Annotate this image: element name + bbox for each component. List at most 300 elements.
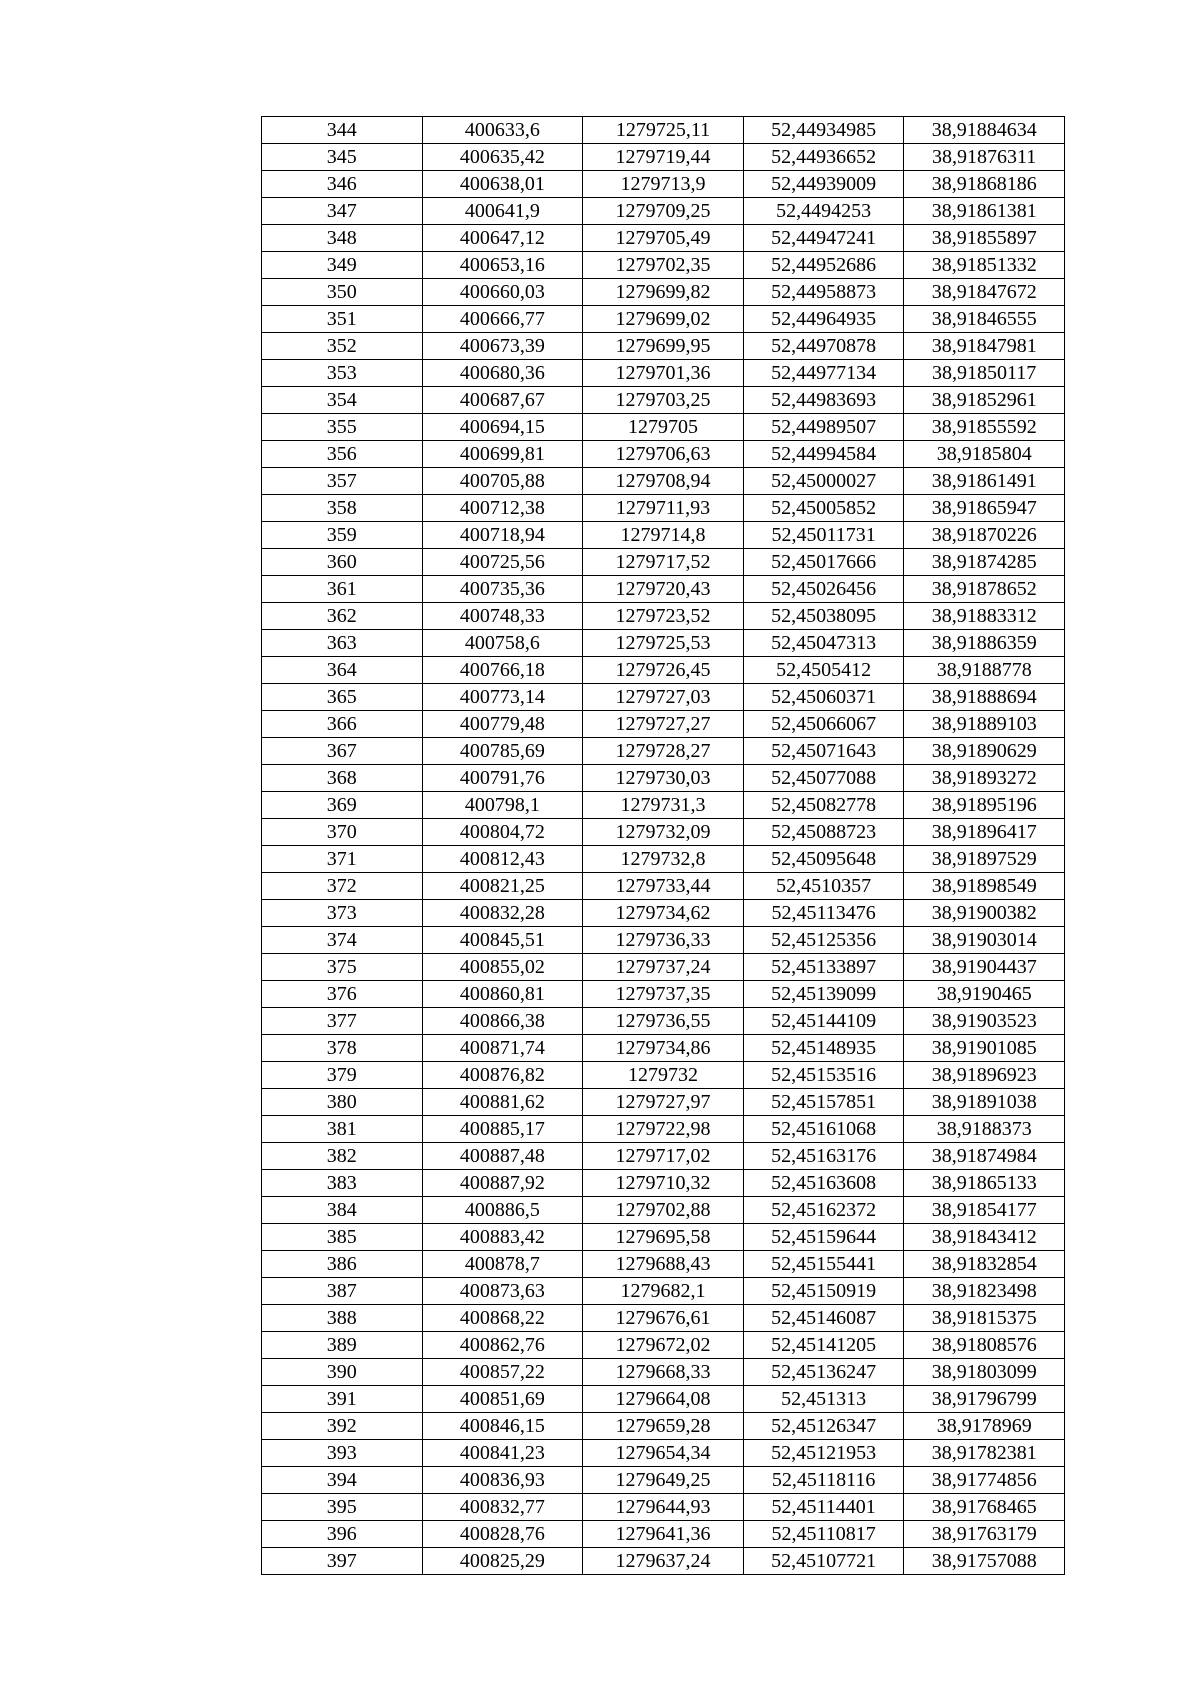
- x-coordinate-cell: 400735,36: [422, 576, 583, 603]
- longitude-cell: 38,91757088: [904, 1548, 1065, 1575]
- table-row: [262, 414, 1065, 441]
- x-coordinate-cell: 400887,48: [422, 1143, 583, 1170]
- table-row: [262, 1467, 1065, 1494]
- longitude-cell: 38,91888694: [904, 684, 1065, 711]
- x-coordinate-cell: 400758,6: [422, 630, 583, 657]
- x-coordinate-cell: 400841,23: [422, 1440, 583, 1467]
- point-number-cell: 390: [262, 1359, 423, 1386]
- point-number-cell: 364: [262, 657, 423, 684]
- y-coordinate-cell: 1279722,98: [583, 1116, 744, 1143]
- latitude-cell: 52,45153516: [743, 1062, 904, 1089]
- longitude-cell: 38,91768465: [904, 1494, 1065, 1521]
- point-number-cell: 381: [262, 1116, 423, 1143]
- table-row: [262, 684, 1065, 711]
- y-coordinate-cell: 1279702,88: [583, 1197, 744, 1224]
- latitude-cell: 52,4494253: [743, 198, 904, 225]
- table-row: [262, 1251, 1065, 1278]
- longitude-cell: 38,91815375: [904, 1305, 1065, 1332]
- point-number-cell: 388: [262, 1305, 423, 1332]
- longitude-cell: 38,9185804: [904, 441, 1065, 468]
- x-coordinate-cell: 400694,15: [422, 414, 583, 441]
- latitude-cell: 52,45163176: [743, 1143, 904, 1170]
- point-number-cell: 368: [262, 765, 423, 792]
- table-row: [262, 468, 1065, 495]
- x-coordinate-cell: 400653,16: [422, 252, 583, 279]
- table-row: [262, 1521, 1065, 1548]
- latitude-cell: 52,45136247: [743, 1359, 904, 1386]
- point-number-cell: 358: [262, 495, 423, 522]
- y-coordinate-cell: 1279734,62: [583, 900, 744, 927]
- y-coordinate-cell: 1279731,3: [583, 792, 744, 819]
- longitude-cell: 38,91855897: [904, 225, 1065, 252]
- longitude-cell: 38,91850117: [904, 360, 1065, 387]
- longitude-cell: 38,91878652: [904, 576, 1065, 603]
- y-coordinate-cell: 1279641,36: [583, 1521, 744, 1548]
- latitude-cell: 52,44936652: [743, 144, 904, 171]
- point-number-cell: 395: [262, 1494, 423, 1521]
- table-row: [262, 1359, 1065, 1386]
- longitude-cell: 38,91852961: [904, 387, 1065, 414]
- point-number-cell: 375: [262, 954, 423, 981]
- latitude-cell: 52,44983693: [743, 387, 904, 414]
- latitude-cell: 52,45047313: [743, 630, 904, 657]
- x-coordinate-cell: 400779,48: [422, 711, 583, 738]
- table-row: [262, 738, 1065, 765]
- point-number-cell: 362: [262, 603, 423, 630]
- latitude-cell: 52,45163608: [743, 1170, 904, 1197]
- y-coordinate-cell: 1279725,11: [583, 117, 744, 144]
- latitude-cell: 52,45077088: [743, 765, 904, 792]
- longitude-cell: 38,91891038: [904, 1089, 1065, 1116]
- longitude-cell: 38,91903523: [904, 1008, 1065, 1035]
- latitude-cell: 52,44952686: [743, 252, 904, 279]
- latitude-cell: 52,45026456: [743, 576, 904, 603]
- table-row: [262, 1224, 1065, 1251]
- latitude-cell: 52,44977134: [743, 360, 904, 387]
- latitude-cell: 52,45060371: [743, 684, 904, 711]
- point-number-cell: 344: [262, 117, 423, 144]
- latitude-cell: 52,45088723: [743, 819, 904, 846]
- y-coordinate-cell: 1279688,43: [583, 1251, 744, 1278]
- point-number-cell: 372: [262, 873, 423, 900]
- y-coordinate-cell: 1279676,61: [583, 1305, 744, 1332]
- x-coordinate-cell: 400680,36: [422, 360, 583, 387]
- x-coordinate-cell: 400832,28: [422, 900, 583, 927]
- y-coordinate-cell: 1279727,97: [583, 1089, 744, 1116]
- latitude-cell: 52,44934985: [743, 117, 904, 144]
- table-row: [262, 630, 1065, 657]
- latitude-cell: 52,44964935: [743, 306, 904, 333]
- point-number-cell: 367: [262, 738, 423, 765]
- point-number-cell: 354: [262, 387, 423, 414]
- latitude-cell: 52,45095648: [743, 846, 904, 873]
- x-coordinate-cell: 400885,17: [422, 1116, 583, 1143]
- table-row: [262, 1143, 1065, 1170]
- x-coordinate-cell: 400873,63: [422, 1278, 583, 1305]
- y-coordinate-cell: 1279701,36: [583, 360, 744, 387]
- y-coordinate-cell: 1279733,44: [583, 873, 744, 900]
- table-row: [262, 603, 1065, 630]
- latitude-cell: 52,45038095: [743, 603, 904, 630]
- longitude-cell: 38,9188778: [904, 657, 1065, 684]
- x-coordinate-cell: 400883,42: [422, 1224, 583, 1251]
- y-coordinate-cell: 1279736,55: [583, 1008, 744, 1035]
- table-row: [262, 225, 1065, 252]
- y-coordinate-cell: 1279708,94: [583, 468, 744, 495]
- longitude-cell: 38,91896923: [904, 1062, 1065, 1089]
- x-coordinate-cell: 400804,72: [422, 819, 583, 846]
- x-coordinate-cell: 400868,22: [422, 1305, 583, 1332]
- point-number-cell: 369: [262, 792, 423, 819]
- latitude-cell: 52,45082778: [743, 792, 904, 819]
- x-coordinate-cell: 400673,39: [422, 333, 583, 360]
- coordinates-table: [261, 116, 1065, 1575]
- latitude-cell: 52,4505412: [743, 657, 904, 684]
- point-number-cell: 363: [262, 630, 423, 657]
- y-coordinate-cell: 1279699,95: [583, 333, 744, 360]
- point-number-cell: 383: [262, 1170, 423, 1197]
- x-coordinate-cell: 400866,38: [422, 1008, 583, 1035]
- x-coordinate-cell: 400647,12: [422, 225, 583, 252]
- latitude-cell: 52,45071643: [743, 738, 904, 765]
- table-row: [262, 1089, 1065, 1116]
- y-coordinate-cell: 1279710,32: [583, 1170, 744, 1197]
- table-row: [262, 792, 1065, 819]
- point-number-cell: 370: [262, 819, 423, 846]
- longitude-cell: 38,91763179: [904, 1521, 1065, 1548]
- table-row: [262, 1413, 1065, 1440]
- table-row: [262, 387, 1065, 414]
- latitude-cell: 52,45114401: [743, 1494, 904, 1521]
- longitude-cell: 38,91796799: [904, 1386, 1065, 1413]
- latitude-cell: 52,45113476: [743, 900, 904, 927]
- y-coordinate-cell: 1279717,02: [583, 1143, 744, 1170]
- point-number-cell: 359: [262, 522, 423, 549]
- table-row: [262, 1116, 1065, 1143]
- longitude-cell: 38,91855592: [904, 414, 1065, 441]
- longitude-cell: 38,91896417: [904, 819, 1065, 846]
- table-row: [262, 495, 1065, 522]
- table-row: [262, 927, 1065, 954]
- table-row: [262, 657, 1065, 684]
- point-number-cell: 349: [262, 252, 423, 279]
- table-row: [262, 1332, 1065, 1359]
- point-number-cell: 345: [262, 144, 423, 171]
- point-number-cell: 380: [262, 1089, 423, 1116]
- latitude-cell: 52,45144109: [743, 1008, 904, 1035]
- longitude-cell: 38,91901085: [904, 1035, 1065, 1062]
- y-coordinate-cell: 1279699,82: [583, 279, 744, 306]
- longitude-cell: 38,91884634: [904, 117, 1065, 144]
- longitude-cell: 38,91851332: [904, 252, 1065, 279]
- y-coordinate-cell: 1279709,25: [583, 198, 744, 225]
- longitude-cell: 38,91890629: [904, 738, 1065, 765]
- x-coordinate-cell: 400860,81: [422, 981, 583, 1008]
- table-row: [262, 1062, 1065, 1089]
- x-coordinate-cell: 400798,1: [422, 792, 583, 819]
- x-coordinate-cell: 400773,14: [422, 684, 583, 711]
- y-coordinate-cell: 1279664,08: [583, 1386, 744, 1413]
- latitude-cell: 52,45066067: [743, 711, 904, 738]
- longitude-cell: 38,91897529: [904, 846, 1065, 873]
- table-row: [262, 954, 1065, 981]
- point-number-cell: 357: [262, 468, 423, 495]
- point-number-cell: 351: [262, 306, 423, 333]
- y-coordinate-cell: 1279713,9: [583, 171, 744, 198]
- latitude-cell: 52,45118116: [743, 1467, 904, 1494]
- table-row: [262, 279, 1065, 306]
- table-row: [262, 522, 1065, 549]
- longitude-cell: 38,91870226: [904, 522, 1065, 549]
- longitude-cell: 38,91823498: [904, 1278, 1065, 1305]
- y-coordinate-cell: 1279734,86: [583, 1035, 744, 1062]
- longitude-cell: 38,91874285: [904, 549, 1065, 576]
- point-number-cell: 353: [262, 360, 423, 387]
- longitude-cell: 38,91865947: [904, 495, 1065, 522]
- y-coordinate-cell: 1279672,02: [583, 1332, 744, 1359]
- x-coordinate-cell: 400725,56: [422, 549, 583, 576]
- x-coordinate-cell: 400635,42: [422, 144, 583, 171]
- point-number-cell: 352: [262, 333, 423, 360]
- point-number-cell: 393: [262, 1440, 423, 1467]
- latitude-cell: 52,45125356: [743, 927, 904, 954]
- point-number-cell: 373: [262, 900, 423, 927]
- latitude-cell: 52,44958873: [743, 279, 904, 306]
- longitude-cell: 38,91843412: [904, 1224, 1065, 1251]
- latitude-cell: 52,44989507: [743, 414, 904, 441]
- x-coordinate-cell: 400687,67: [422, 387, 583, 414]
- latitude-cell: 52,45017666: [743, 549, 904, 576]
- x-coordinate-cell: 400832,77: [422, 1494, 583, 1521]
- point-number-cell: 371: [262, 846, 423, 873]
- table-row: [262, 1305, 1065, 1332]
- x-coordinate-cell: 400821,25: [422, 873, 583, 900]
- latitude-cell: 52,45107721: [743, 1548, 904, 1575]
- latitude-cell: 52,44947241: [743, 225, 904, 252]
- y-coordinate-cell: 1279720,43: [583, 576, 744, 603]
- y-coordinate-cell: 1279637,24: [583, 1548, 744, 1575]
- point-number-cell: 397: [262, 1548, 423, 1575]
- table-row: [262, 549, 1065, 576]
- y-coordinate-cell: 1279702,35: [583, 252, 744, 279]
- x-coordinate-cell: 400812,43: [422, 846, 583, 873]
- table-row: [262, 900, 1065, 927]
- latitude-cell: 52,45148935: [743, 1035, 904, 1062]
- y-coordinate-cell: 1279727,27: [583, 711, 744, 738]
- x-coordinate-cell: 400633,6: [422, 117, 583, 144]
- table-row: [262, 171, 1065, 198]
- y-coordinate-cell: 1279719,44: [583, 144, 744, 171]
- table-row: [262, 198, 1065, 225]
- y-coordinate-cell: 1279725,53: [583, 630, 744, 657]
- latitude-cell: 52,45133897: [743, 954, 904, 981]
- table-row: [262, 765, 1065, 792]
- table-row: [262, 360, 1065, 387]
- longitude-cell: 38,91854177: [904, 1197, 1065, 1224]
- latitude-cell: 52,44994584: [743, 441, 904, 468]
- longitude-cell: 38,91900382: [904, 900, 1065, 927]
- x-coordinate-cell: 400641,9: [422, 198, 583, 225]
- table-row: [262, 846, 1065, 873]
- y-coordinate-cell: 1279705: [583, 414, 744, 441]
- x-coordinate-cell: 400846,15: [422, 1413, 583, 1440]
- x-coordinate-cell: 400660,03: [422, 279, 583, 306]
- table-row: [262, 441, 1065, 468]
- x-coordinate-cell: 400845,51: [422, 927, 583, 954]
- table-row: [262, 117, 1065, 144]
- y-coordinate-cell: 1279695,58: [583, 1224, 744, 1251]
- x-coordinate-cell: 400855,02: [422, 954, 583, 981]
- table-row: [262, 1548, 1065, 1575]
- longitude-cell: 38,91904437: [904, 954, 1065, 981]
- table-row: [262, 1197, 1065, 1224]
- latitude-cell: 52,45162372: [743, 1197, 904, 1224]
- table-row: [262, 576, 1065, 603]
- longitude-cell: 38,91895196: [904, 792, 1065, 819]
- longitude-cell: 38,91861381: [904, 198, 1065, 225]
- latitude-cell: 52,45155441: [743, 1251, 904, 1278]
- point-number-cell: 378: [262, 1035, 423, 1062]
- x-coordinate-cell: 400857,22: [422, 1359, 583, 1386]
- x-coordinate-cell: 400871,74: [422, 1035, 583, 1062]
- point-number-cell: 350: [262, 279, 423, 306]
- longitude-cell: 38,9178969: [904, 1413, 1065, 1440]
- x-coordinate-cell: 400718,94: [422, 522, 583, 549]
- point-number-cell: 389: [262, 1332, 423, 1359]
- y-coordinate-cell: 1279730,03: [583, 765, 744, 792]
- x-coordinate-cell: 400748,33: [422, 603, 583, 630]
- x-coordinate-cell: 400791,76: [422, 765, 583, 792]
- latitude-cell: 52,44970878: [743, 333, 904, 360]
- x-coordinate-cell: 400876,82: [422, 1062, 583, 1089]
- latitude-cell: 52,45126347: [743, 1413, 904, 1440]
- table-row: [262, 1170, 1065, 1197]
- point-number-cell: 392: [262, 1413, 423, 1440]
- y-coordinate-cell: 1279706,63: [583, 441, 744, 468]
- latitude-cell: 52,45161068: [743, 1116, 904, 1143]
- y-coordinate-cell: 1279717,52: [583, 549, 744, 576]
- latitude-cell: 52,45000027: [743, 468, 904, 495]
- x-coordinate-cell: 400878,7: [422, 1251, 583, 1278]
- latitude-cell: 52,45157851: [743, 1089, 904, 1116]
- table-row: [262, 1278, 1065, 1305]
- point-number-cell: 376: [262, 981, 423, 1008]
- longitude-cell: 38,91893272: [904, 765, 1065, 792]
- longitude-cell: 38,91874984: [904, 1143, 1065, 1170]
- longitude-cell: 38,91876311: [904, 144, 1065, 171]
- x-coordinate-cell: 400705,88: [422, 468, 583, 495]
- point-number-cell: 391: [262, 1386, 423, 1413]
- y-coordinate-cell: 1279737,35: [583, 981, 744, 1008]
- latitude-cell: 52,45159644: [743, 1224, 904, 1251]
- longitude-cell: 38,91847672: [904, 279, 1065, 306]
- x-coordinate-cell: 400766,18: [422, 657, 583, 684]
- point-number-cell: 366: [262, 711, 423, 738]
- x-coordinate-cell: 400886,5: [422, 1197, 583, 1224]
- point-number-cell: 348: [262, 225, 423, 252]
- point-number-cell: 355: [262, 414, 423, 441]
- longitude-cell: 38,91889103: [904, 711, 1065, 738]
- point-number-cell: 360: [262, 549, 423, 576]
- table-row: [262, 981, 1065, 1008]
- longitude-cell: 38,9190465: [904, 981, 1065, 1008]
- longitude-cell: 38,91886359: [904, 630, 1065, 657]
- longitude-cell: 38,91803099: [904, 1359, 1065, 1386]
- point-number-cell: 346: [262, 171, 423, 198]
- y-coordinate-cell: 1279654,34: [583, 1440, 744, 1467]
- table-row: [262, 1008, 1065, 1035]
- y-coordinate-cell: 1279699,02: [583, 306, 744, 333]
- latitude-cell: 52,451313: [743, 1386, 904, 1413]
- longitude-cell: 38,91808576: [904, 1332, 1065, 1359]
- y-coordinate-cell: 1279732: [583, 1062, 744, 1089]
- point-number-cell: 365: [262, 684, 423, 711]
- point-number-cell: 361: [262, 576, 423, 603]
- x-coordinate-cell: 400666,77: [422, 306, 583, 333]
- x-coordinate-cell: 400828,76: [422, 1521, 583, 1548]
- point-number-cell: 356: [262, 441, 423, 468]
- table-row: [262, 1035, 1065, 1062]
- y-coordinate-cell: 1279705,49: [583, 225, 744, 252]
- y-coordinate-cell: 1279727,03: [583, 684, 744, 711]
- y-coordinate-cell: 1279736,33: [583, 927, 744, 954]
- longitude-cell: 38,91903014: [904, 927, 1065, 954]
- point-number-cell: 394: [262, 1467, 423, 1494]
- y-coordinate-cell: 1279728,27: [583, 738, 744, 765]
- y-coordinate-cell: 1279737,24: [583, 954, 744, 981]
- table-row: [262, 711, 1065, 738]
- latitude-cell: 52,45146087: [743, 1305, 904, 1332]
- longitude-cell: 38,91774856: [904, 1467, 1065, 1494]
- y-coordinate-cell: 1279732,8: [583, 846, 744, 873]
- longitude-cell: 38,91847981: [904, 333, 1065, 360]
- point-number-cell: 386: [262, 1251, 423, 1278]
- latitude-cell: 52,45011731: [743, 522, 904, 549]
- y-coordinate-cell: 1279659,28: [583, 1413, 744, 1440]
- y-coordinate-cell: 1279711,93: [583, 495, 744, 522]
- point-number-cell: 347: [262, 198, 423, 225]
- longitude-cell: 38,91898549: [904, 873, 1065, 900]
- y-coordinate-cell: 1279703,25: [583, 387, 744, 414]
- x-coordinate-cell: 400881,62: [422, 1089, 583, 1116]
- longitude-cell: 38,9188373: [904, 1116, 1065, 1143]
- y-coordinate-cell: 1279732,09: [583, 819, 744, 846]
- coordinates-table-body: [262, 117, 1065, 1575]
- longitude-cell: 38,91782381: [904, 1440, 1065, 1467]
- latitude-cell: 52,45005852: [743, 495, 904, 522]
- y-coordinate-cell: 1279723,52: [583, 603, 744, 630]
- latitude-cell: 52,45121953: [743, 1440, 904, 1467]
- x-coordinate-cell: 400638,01: [422, 171, 583, 198]
- latitude-cell: 52,44939009: [743, 171, 904, 198]
- table-row: [262, 144, 1065, 171]
- latitude-cell: 52,45110817: [743, 1521, 904, 1548]
- table-row: [262, 819, 1065, 846]
- point-number-cell: 387: [262, 1278, 423, 1305]
- longitude-cell: 38,91846555: [904, 306, 1065, 333]
- point-number-cell: 382: [262, 1143, 423, 1170]
- latitude-cell: 52,45150919: [743, 1278, 904, 1305]
- y-coordinate-cell: 1279714,8: [583, 522, 744, 549]
- table-row: [262, 873, 1065, 900]
- longitude-cell: 38,91883312: [904, 603, 1065, 630]
- table-row: [262, 333, 1065, 360]
- x-coordinate-cell: 400851,69: [422, 1386, 583, 1413]
- y-coordinate-cell: 1279668,33: [583, 1359, 744, 1386]
- point-number-cell: 396: [262, 1521, 423, 1548]
- point-number-cell: 377: [262, 1008, 423, 1035]
- y-coordinate-cell: 1279682,1: [583, 1278, 744, 1305]
